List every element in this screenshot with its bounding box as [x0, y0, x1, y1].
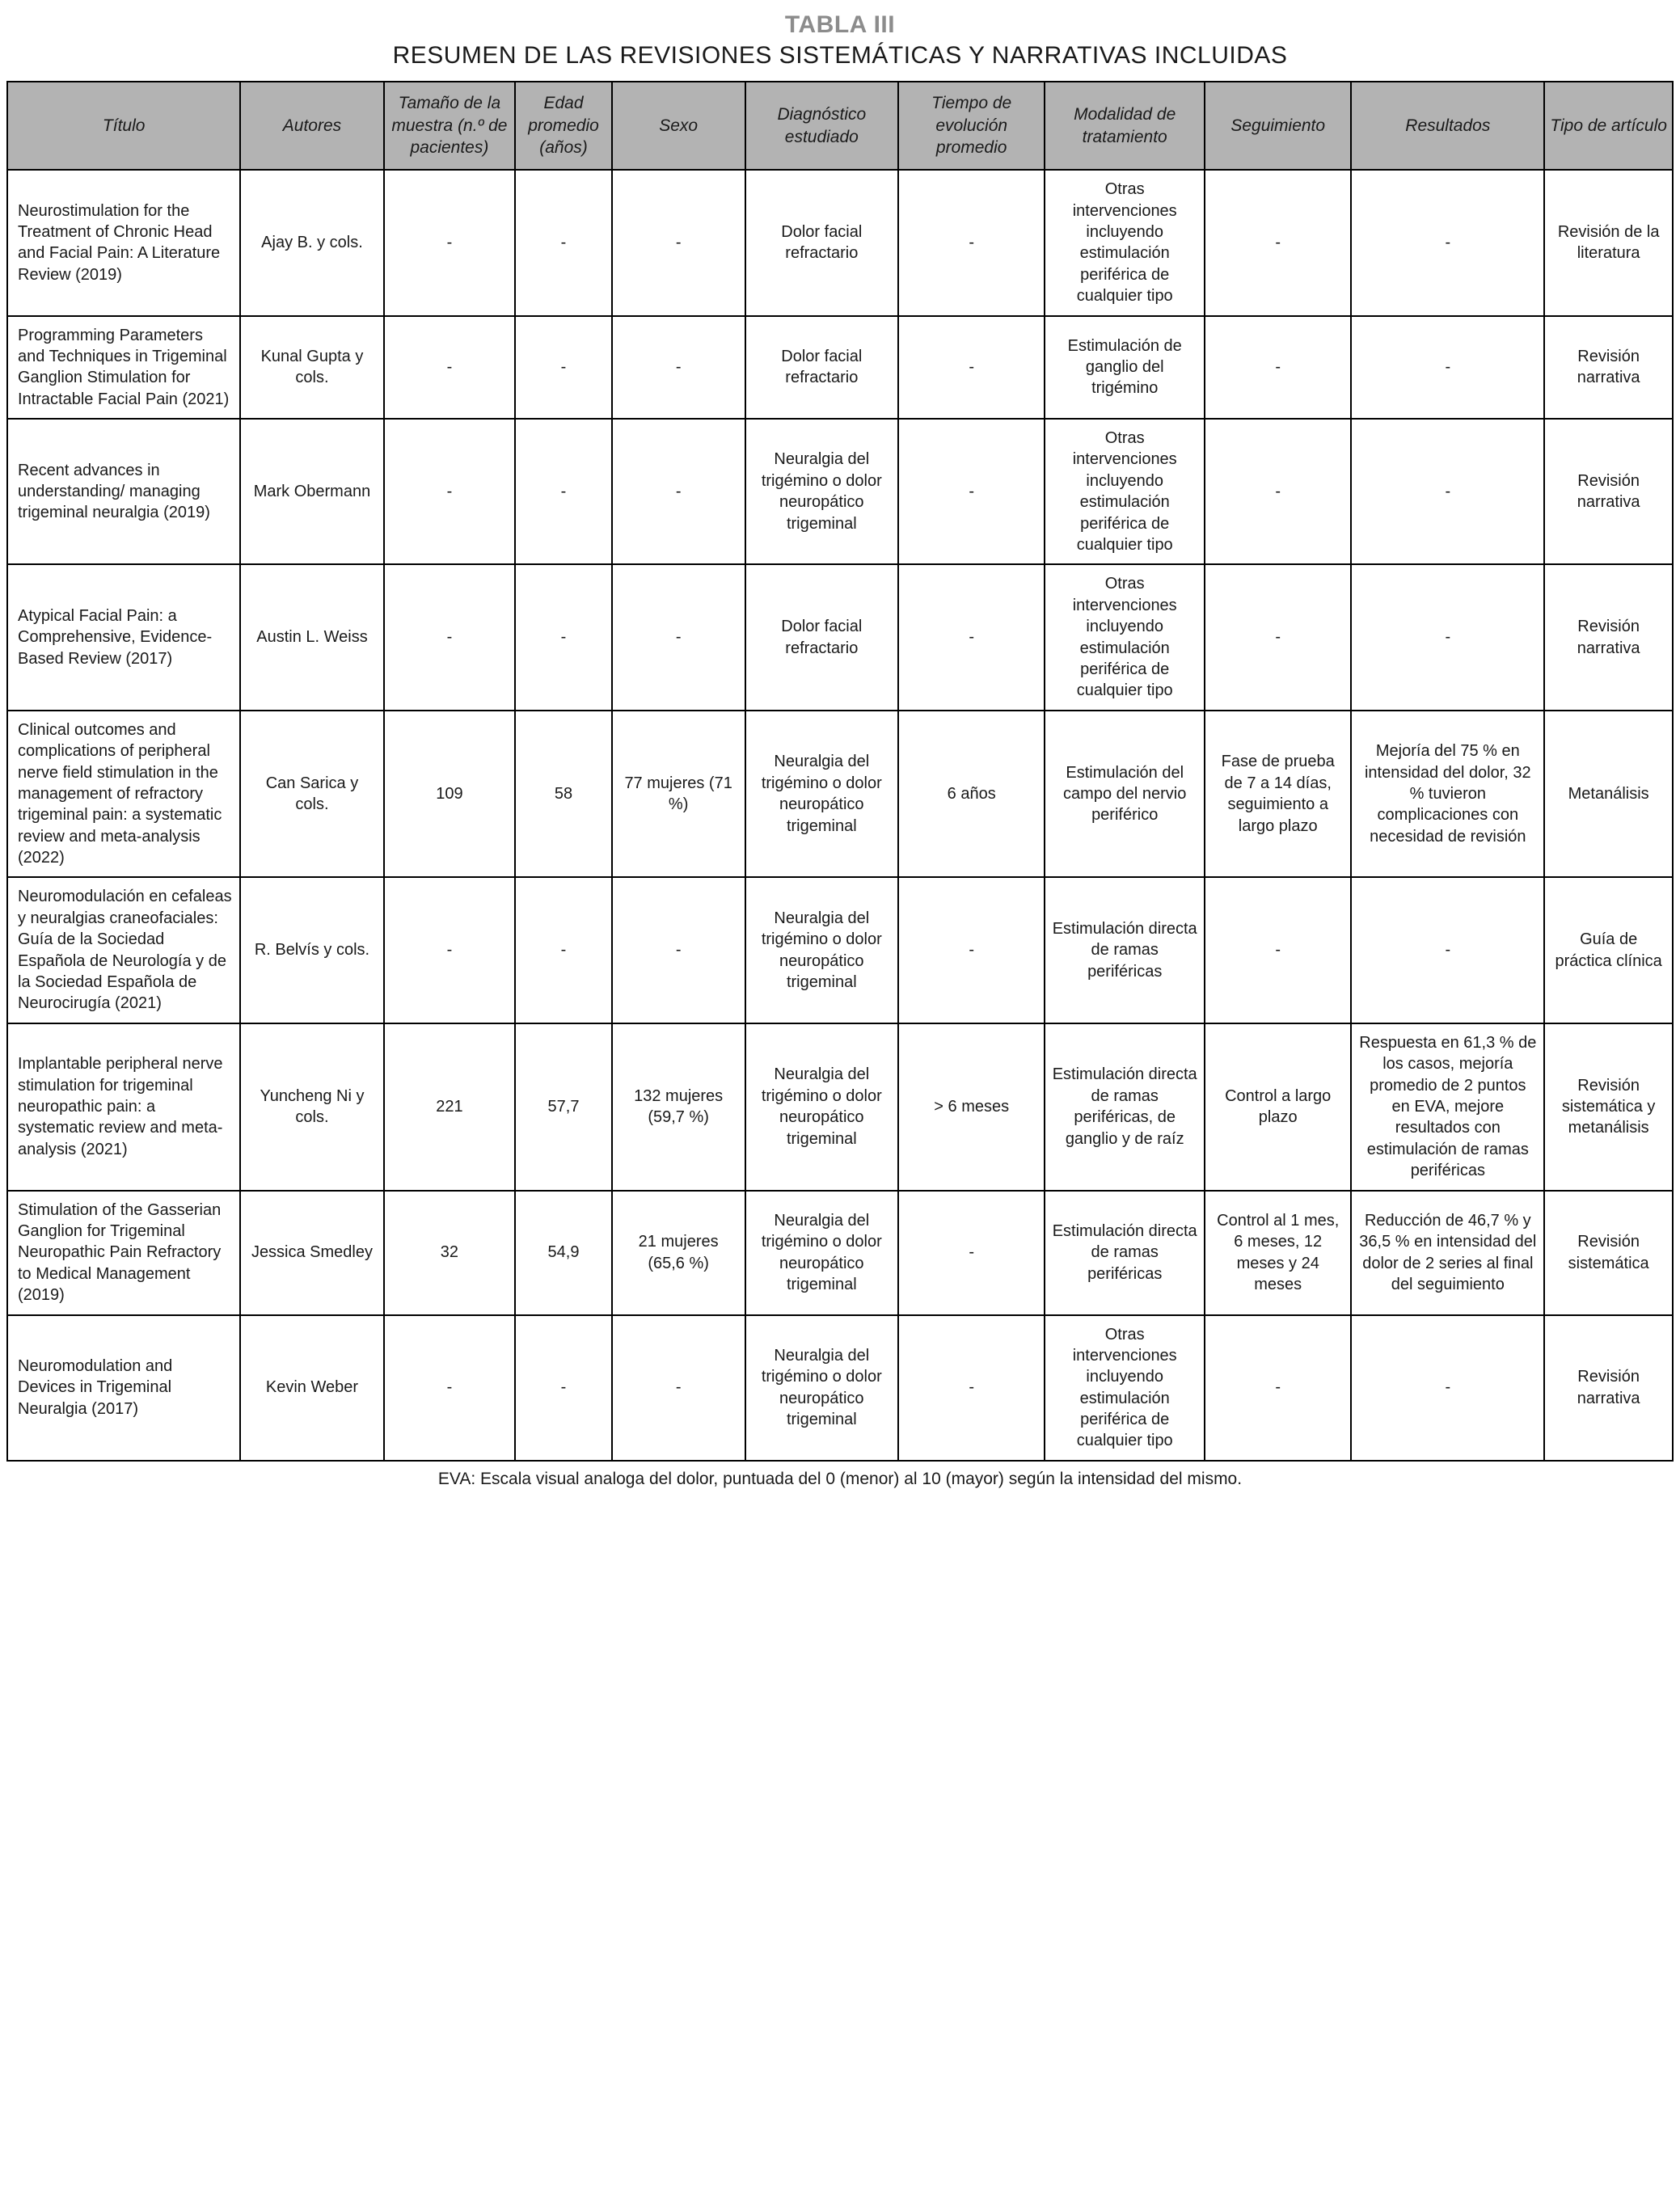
header-diagnostico: Diagnóstico estudiado: [745, 82, 899, 170]
table-cell: 6 años: [898, 711, 1045, 878]
header-seguimiento: Seguimiento: [1205, 82, 1351, 170]
table-cell: -: [1205, 170, 1351, 315]
table-cell: Revisión narrativa: [1544, 564, 1673, 710]
table-cell: Neuralgia del trigémino o dolor neuropático trigeminal: [745, 711, 899, 878]
table-cell: Neuralgia del trigémino o dolor neuropático trigeminal: [745, 1191, 899, 1315]
table-cell: -: [612, 419, 745, 564]
table-cell: 132 mujeres (59,7 %): [612, 1023, 745, 1191]
table-cell: Revisión de la literatura: [1544, 170, 1673, 315]
table-cell: 221: [384, 1023, 516, 1191]
table-cell: -: [1351, 170, 1544, 315]
table-cell: -: [898, 419, 1045, 564]
table-cell: -: [384, 1315, 516, 1461]
table-cell: -: [1351, 316, 1544, 420]
table-cell: -: [898, 564, 1045, 710]
table-cell: Can Sarica y cols.: [240, 711, 383, 878]
table-cell: Revisión narrativa: [1544, 316, 1673, 420]
table-cell: Austin L. Weiss: [240, 564, 383, 710]
table-cell: -: [1351, 877, 1544, 1023]
table-row: [7, 170, 1673, 315]
cell-titulo: Neurostimulation for the Treatment of Chronic Head and Facial Pain: A Literature Review (2019): [7, 170, 240, 315]
table-row: [7, 1315, 1673, 1461]
table-cell: -: [1351, 419, 1544, 564]
table-cell: -: [515, 1315, 611, 1461]
table-cell: Revisión sistemática: [1544, 1191, 1673, 1315]
table-cell: -: [384, 419, 516, 564]
table-cell: Metanálisis: [1544, 711, 1673, 878]
table-cell: -: [612, 316, 745, 420]
table-cell: Jessica Smedley: [240, 1191, 383, 1315]
table-cell: -: [612, 877, 745, 1023]
table-subtitle: RESUMEN DE LAS REVISIONES SISTEMÁTICAS Y NARRATIVAS INCLUIDAS: [392, 42, 1288, 69]
table-cell: Revisión narrativa: [1544, 419, 1673, 564]
table-body: [7, 170, 1673, 1461]
cell-titulo: Stimulation of the Gasserian Ganglion for Trigeminal Neuropathic Pain Refractory to Medical Management (2019): [7, 1191, 240, 1315]
table-cell: 32: [384, 1191, 516, 1315]
table-cell: -: [898, 316, 1045, 420]
table-cell: -: [515, 564, 611, 710]
table-row: [7, 1191, 1673, 1315]
table-cell: -: [384, 170, 516, 315]
table-cell: > 6 meses: [898, 1023, 1045, 1191]
table-cell: Revisión narrativa: [1544, 1315, 1673, 1461]
table-title-block: [6, 11, 1674, 70]
table-cell: -: [1351, 564, 1544, 710]
table-cell: Otras intervenciones incluyendo estimulación periférica de cualquier tipo: [1045, 564, 1205, 710]
table-cell: Estimulación directa de ramas periféricas: [1045, 877, 1205, 1023]
table-cell: R. Belvís y cols.: [240, 877, 383, 1023]
table-cell: Guía de práctica clínica: [1544, 877, 1673, 1023]
table-cell: Mejoría del 75 % en intensidad del dolor, 32 % tuvieron complicaciones con necesidad de revisión: [1351, 711, 1544, 878]
table-row: [7, 564, 1673, 710]
table-cell: 57,7: [515, 1023, 611, 1191]
table-cell: -: [1205, 564, 1351, 710]
table-cell: -: [1205, 1315, 1351, 1461]
table-cell: Neuralgia del trigémino o dolor neuropático trigeminal: [745, 1315, 899, 1461]
cell-titulo: Recent advances in understanding/ managing trigeminal neuralgia (2019): [7, 419, 240, 564]
table-cell: Otras intervenciones incluyendo estimulación periférica de cualquier tipo: [1045, 1315, 1205, 1461]
table-cell: Neuralgia del trigémino o dolor neuropático trigeminal: [745, 419, 899, 564]
table-cell: -: [898, 1191, 1045, 1315]
table-cell: Kevin Weber: [240, 1315, 383, 1461]
table-cell: Otras intervenciones incluyendo estimulación periférica de cualquier tipo: [1045, 170, 1205, 315]
table-cell: Control al 1 mes, 6 meses, 12 meses y 24 meses: [1205, 1191, 1351, 1315]
table-row: [7, 419, 1673, 564]
table-cell: Kunal Gupta y cols.: [240, 316, 383, 420]
table-cell: -: [1205, 316, 1351, 420]
cell-titulo: Neuromodulation and Devices in Trigeminal Neuralgia (2017): [7, 1315, 240, 1461]
header-sexo: Sexo: [612, 82, 745, 170]
table-number-title: TABLA III: [784, 11, 896, 38]
table-cell: Fase de prueba de 7 a 14 días, seguimiento a largo plazo: [1205, 711, 1351, 878]
table-cell: -: [1351, 1315, 1544, 1461]
cell-titulo: Atypical Facial Pain: a Comprehensive, Evidence-Based Review (2017): [7, 564, 240, 710]
table-cell: -: [515, 419, 611, 564]
cell-titulo: Implantable peripheral nerve stimulation for trigeminal neuropathic pain: a systematic review and meta-analysis (2021): [7, 1023, 240, 1191]
header-edad-promedio: Edad promedio (años): [515, 82, 611, 170]
table-row: [7, 711, 1673, 878]
table-cell: -: [898, 170, 1045, 315]
table-cell: -: [898, 1315, 1045, 1461]
table-cell: Estimulación del campo del nervio periférico: [1045, 711, 1205, 878]
table-cell: -: [384, 877, 516, 1023]
table-cell: Yuncheng Ni y cols.: [240, 1023, 383, 1191]
table-cell: Reducción de 46,7 % y 36,5 % en intensidad del dolor de 2 series al final del seguimiento: [1351, 1191, 1544, 1315]
table-cell: -: [515, 316, 611, 420]
header-tipo-articulo: Tipo de artículo: [1544, 82, 1673, 170]
table-cell: Estimulación directa de ramas periféricas, de ganglio y de raíz: [1045, 1023, 1205, 1191]
header-resultados: Resultados: [1351, 82, 1544, 170]
header-titulo: Título: [7, 82, 240, 170]
table-cell: Control a largo plazo: [1205, 1023, 1351, 1191]
table-cell: 54,9: [515, 1191, 611, 1315]
table-cell: -: [898, 877, 1045, 1023]
table-cell: -: [384, 316, 516, 420]
header-modalidad: Modalidad de tratamiento: [1045, 82, 1205, 170]
systematic-reviews-summary-table: [6, 81, 1674, 1462]
table-cell: -: [1205, 419, 1351, 564]
table-cell: Ajay B. y cols.: [240, 170, 383, 315]
table-row: [7, 316, 1673, 420]
table-header-row: [7, 82, 1673, 170]
table-footnote: EVA: Escala visual analoga del dolor, puntuada del 0 (menor) al 10 (mayor) según la intensidad del mismo.: [437, 1469, 1243, 1488]
table-row: [7, 1023, 1673, 1191]
table-row: [7, 877, 1673, 1023]
table-cell: Dolor facial refractario: [745, 564, 899, 710]
table-cell: Revisión sistemática y metanálisis: [1544, 1023, 1673, 1191]
table-cell: Neuralgia del trigémino o dolor neuropático trigeminal: [745, 877, 899, 1023]
table-cell: -: [612, 1315, 745, 1461]
table-cell: Dolor facial refractario: [745, 170, 899, 315]
table-cell: -: [612, 564, 745, 710]
table-header-row-group: [7, 82, 1673, 170]
table-cell: -: [384, 564, 516, 710]
header-tamano-muestra: Tamaño de la muestra (n.º de pacientes): [384, 82, 516, 170]
table-cell: 21 mujeres (65,6 %): [612, 1191, 745, 1315]
table-cell: -: [1205, 877, 1351, 1023]
table-cell: 58: [515, 711, 611, 878]
table-cell: -: [612, 170, 745, 315]
table-cell: Mark Obermann: [240, 419, 383, 564]
table-cell: Otras intervenciones incluyendo estimulación periférica de cualquier tipo: [1045, 419, 1205, 564]
table-cell: Estimulación de ganglio del trigémino: [1045, 316, 1205, 420]
header-tiempo-evolucion: Tiempo de evolución promedio: [898, 82, 1045, 170]
table-cell: -: [515, 170, 611, 315]
table-cell: Neuralgia del trigémino o dolor neuropático trigeminal: [745, 1023, 899, 1191]
table-cell: 109: [384, 711, 516, 878]
table-cell: Estimulación directa de ramas periféricas: [1045, 1191, 1205, 1315]
table-cell: Dolor facial refractario: [745, 316, 899, 420]
cell-titulo: Clinical outcomes and complications of peripheral nerve field stimulation in the management of refractory trigeminal pain: a systematic review and meta-analysis (2022): [7, 711, 240, 878]
cell-titulo: Programming Parameters and Techniques in Trigeminal Ganglion Stimulation for Intractable Facial Pain (2021): [7, 316, 240, 420]
table-cell: -: [515, 877, 611, 1023]
header-autores: Autores: [240, 82, 383, 170]
cell-titulo: Neuromodulación en cefaleas y neuralgias craneofaciales: Guía de la Sociedad Española de Neurología y de la Sociedad Española de Neurocirugía (2021): [7, 877, 240, 1023]
table-cell: Respuesta en 61,3 % de los casos, mejoría promedio de 2 puntos en EVA, mejore resultados con estimulación de ramas periféricas: [1351, 1023, 1544, 1191]
table-cell: 77 mujeres (71 %): [612, 711, 745, 878]
